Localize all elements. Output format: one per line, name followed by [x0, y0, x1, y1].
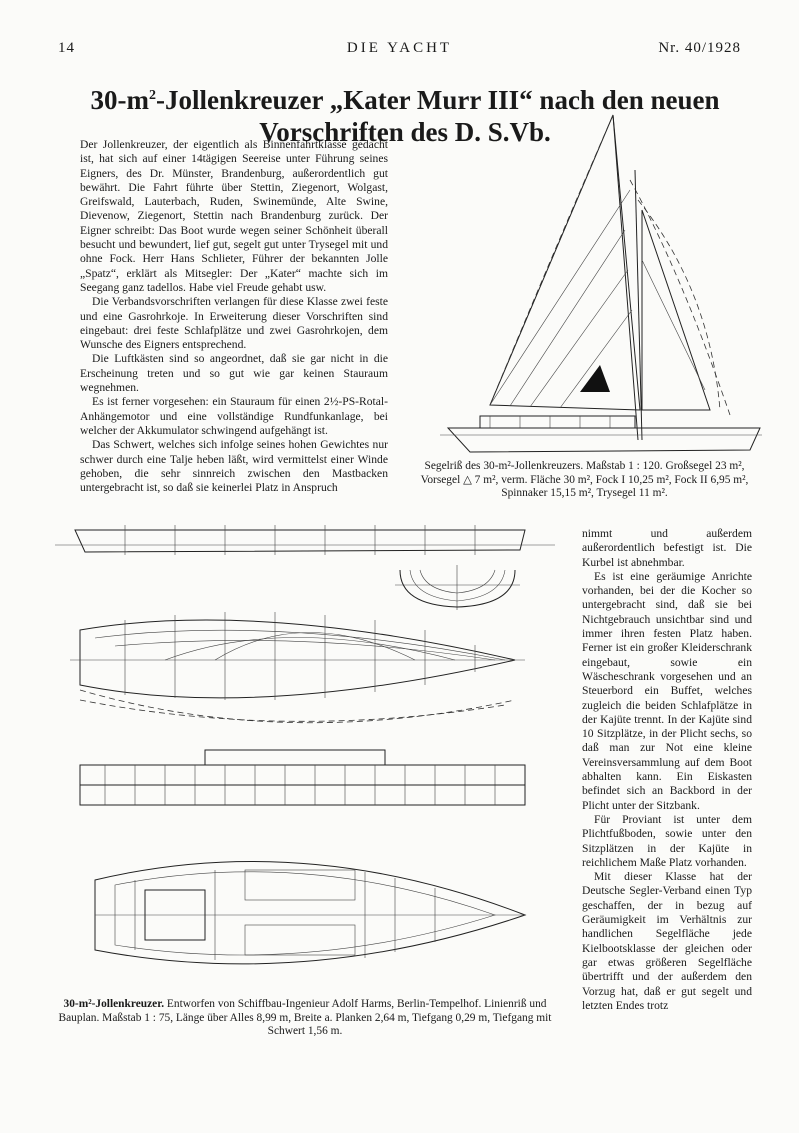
- paragraph: Für Proviant ist unter dem Plichtfußboden, sowie unter den Sitzplätzen in der Kajüte in reichlichem Maße Platz vorhanden.: [582, 812, 752, 869]
- sail-plan-caption: Segelriß des 30-m²-Jollenkreuzers. Maßstab 1 : 120. Großsegel 23 m², Vorsegel △ 7 m², verm. Fläche 30 m², Fock I 10,25 m², Fock II 6,95 m², Spinnaker 15,15 m², Trysegel 11 m².: [420, 460, 749, 499]
- journal-title: DIE YACHT: [346, 40, 453, 56]
- title-part2: -Jollenkreuzer „Kater Murr III“ nach den neuen: [155, 85, 720, 115]
- lines-plan-caption-bold: 30-m²-Jollenkreuzer.: [63, 998, 165, 1010]
- sail-plan-drawing: [430, 110, 770, 460]
- paragraph: Die Luftkästen sind so angeordnet, daß sie gar nicht in die Erscheinung treten und so gut wie gar keinen Stauraum wegnehmen.: [80, 352, 388, 395]
- column-left: [80, 138, 388, 495]
- page-number: 14: [58, 40, 75, 56]
- title-line2: Vorschriften des D. S.Vb.: [259, 117, 551, 147]
- issue-number: Nr. 40/1928: [658, 40, 741, 56]
- column-right: [582, 527, 752, 1013]
- paragraph: Es ist eine geräumige Anrichte vorhanden, bei der die Kocher so untergebracht sind, daß sie bei Nichtgebrauch unsichtbar sind und immer ihren festen Platz haben. Ferner ist ein großer Kleiderschrank eingebaut, sowie ein Wäscheschrank vorgesehen und an Steuerbord ein Buffet, welches zugleich die beiden Schlafplätze in der Kajüte trennt. In der Kajüte sind 10 Sitzplätze, in der Plicht sechs, so daß man zur Not eine kleine Vereinsversammlung auf dem Boot abhalten kann. Ein Eiskasten befindet sich an Backbord in der Plicht unter der Sitzbank.: [582, 569, 752, 812]
- lines-plan-caption-text: Entworfen von Schiffbau-Ingenieur Adolf Harms, Berlin-Tempelhof. Linienriß und Bauplan. Maßstab 1 : 75, Länge über Alles 8,99 m, Breite a. Planken 2,64 m, Tiefgang 0,29 m, Tiefgang mit Schwert 1,56 m.: [58, 998, 552, 1037]
- paragraph: nimmt und außerdem außerordentlich befestigt ist. Die Kurbel ist abnehmbar.: [582, 527, 752, 569]
- paragraph: Mit dieser Klasse hat der Deutsche Segler-Verband einen Typ geschaffen, der in bezug auf Geräumigkeit im Verhältnis zur handlichen Segelfläche jede Kielbootsklasse der gleichen oder gar etwas größeren Segelfläche übertrifft und der außerdem den Vorzug hat, daß er gut segelt und letzten Endes trotz: [582, 870, 752, 1012]
- paragraph: Es ist ferner vorgesehen: ein Stauraum für einen 2½-PS-Rotal-Anhängemotor und eine vollständige Rundfunkanlage, bei welcher der Akkumulator schwingend aufgehängt ist.: [80, 395, 388, 437]
- title-part1: 30-m: [90, 85, 149, 115]
- paragraph: Das Schwert, welches sich infolge seines hohen Gewichtes nur schwer durch eine Talje heben läßt, wird vermittelst einer Winde gehoben, die sehr sinnreich zwischen den Mastbacken untergebracht ist, so daß sie keinerlei Platz in Anspruch: [80, 438, 388, 495]
- paragraph: Die Verbandsvorschriften verlangen für diese Klasse zwei feste und eine Gasrohrkoje. In Erweiterung dieser Vorschriften sind eingebaut: drei feste Schlafplätze und zwei Gasrohrkojen, dem Wunsche des Eigners entsprechend.: [80, 295, 388, 352]
- title-superscript: 2: [148, 88, 156, 103]
- lines-and-construction-plan: [55, 510, 555, 990]
- paragraph: Der Jollenkreuzer, der eigentlich als Binnenfahrtklasse gedacht ist, hat sich auf einer 14tägigen Seereise unter Führung seines Eigners, des Dr. Münster, Brandenburg, außerordentlich gut bewährt. Die Fahrt führte über Stettin, Ziegenort, Wolgast, Greifswald, Lauterbach, Ruden, Swinemünde, Alte Swine, Dievenow, Ziegenort, Stettin nach Brandenburg zurück. Der Eigner schreibt: Das Boot wurde wegen seiner Schönheit überall besucht und bewundert, lief gut, segelt gut unter Trysegel mit und ohne Fock. Herr Hans Schlieter, Führer der bekannten Jolle „Spatz“, erklärt als Mitsegler: Der „Kater“ machte sich im Seegang ganz tadellos. Habe viel Freude gehabt usw.: [80, 138, 388, 294]
- lines-plan-caption: [50, 998, 560, 1039]
